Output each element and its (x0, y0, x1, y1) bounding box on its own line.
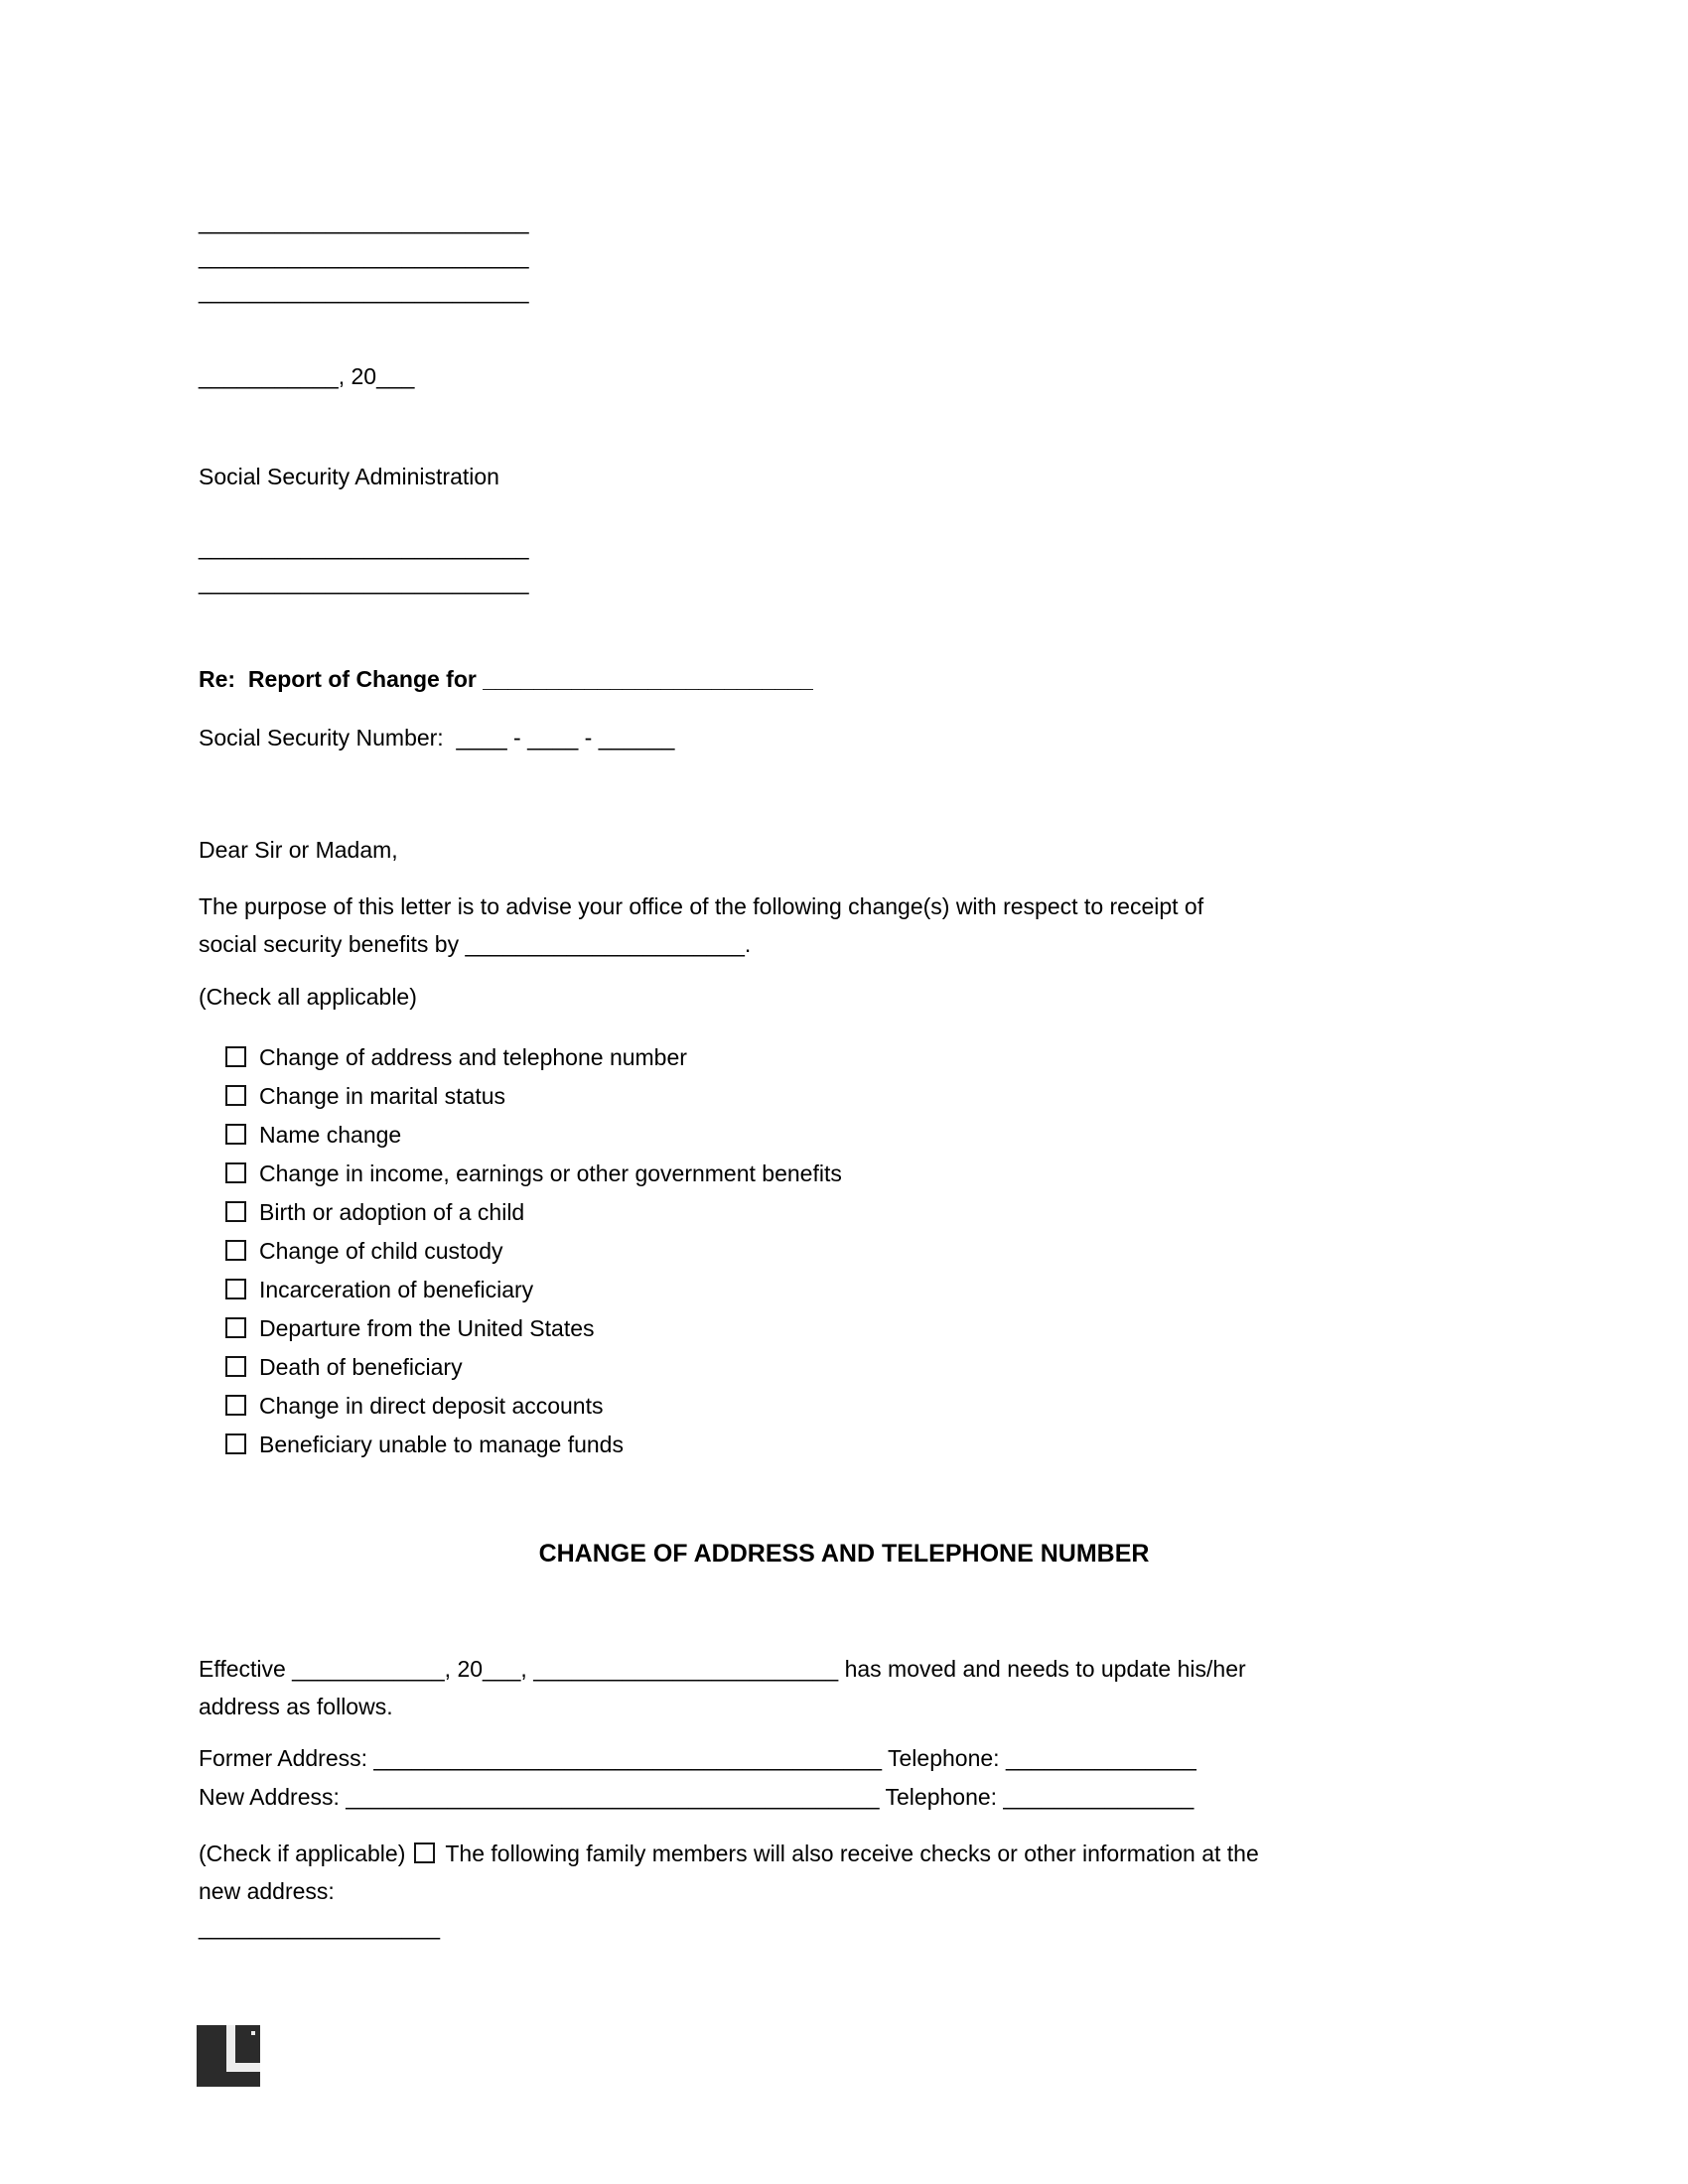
sender-address-block (199, 205, 1499, 309)
checkbox-icon[interactable] (225, 1356, 246, 1377)
checkbox-icon[interactable] (225, 1124, 246, 1145)
checklist-item-label: Change in direct deposit accounts (259, 1393, 604, 1419)
checklist-item-label: Name change (259, 1122, 402, 1148)
checklist-item (225, 1193, 1526, 1232)
checkbox-icon[interactable] (225, 1085, 246, 1106)
checklist-item-label: Birth or adoption of a child (259, 1199, 525, 1225)
checklist-item (225, 1155, 1526, 1193)
recipient-blank-line: __________________________ (199, 569, 529, 595)
checkbox-icon[interactable] (225, 1317, 246, 1338)
effective-line-2: address as follows. (199, 1694, 393, 1719)
checkbox-icon[interactable] (225, 1162, 246, 1183)
checklist-item-label: Change in marital status (259, 1083, 506, 1109)
checklist-item-label: Change in income, earnings or other government benefits (259, 1160, 842, 1186)
checklist-item-label: Departure from the United States (259, 1315, 595, 1341)
checklist-item (225, 1077, 1526, 1116)
effective-line-1: Effective ____________, 20___, ________________________ has moved and needs to update his/her (199, 1656, 1246, 1682)
date-line: ___________, 20___ (199, 363, 415, 389)
checkbox-icon[interactable] (225, 1201, 246, 1222)
checkbox-icon[interactable] (225, 1279, 246, 1299)
legal-templates-logo (197, 2025, 260, 2087)
checklist-item (225, 1232, 1526, 1271)
checkbox-icon[interactable] (225, 1240, 246, 1261)
logo-dot-icon (251, 2031, 255, 2035)
family-note-line-2: new address: (199, 1878, 335, 1904)
checklist-item-label: Beneficiary unable to manage funds (259, 1432, 624, 1457)
checklist-item-label: Change of address and telephone number (259, 1044, 687, 1070)
section-heading: CHANGE OF ADDRESS AND TELEPHONE NUMBER (538, 1540, 1150, 1568)
sender-blank-line: __________________________ (199, 208, 529, 234)
checklist-item (225, 1309, 1526, 1348)
checklist-item (225, 1387, 1526, 1426)
family-note-line-1 (199, 1835, 1499, 1872)
sender-blank-line: __________________________ (199, 243, 529, 269)
effective-paragraph (199, 1650, 1499, 1725)
new-address-line: New Address: __________________________________________ Telephone: _______________ (199, 1784, 1195, 1810)
recipient-blank-line: __________________________ (199, 534, 529, 560)
change-checklist (225, 1038, 1526, 1464)
checklist-item (225, 1116, 1526, 1155)
checklist-item (225, 1426, 1526, 1464)
former-address-line: Former Address: ________________________________________ Telephone: _______________ (199, 1745, 1196, 1771)
checklist-item-label: Incarceration of beneficiary (259, 1277, 534, 1302)
checklist-item-label: Death of beneficiary (259, 1354, 463, 1380)
checkbox-icon[interactable] (225, 1395, 246, 1416)
subject-line: Re: Report of Change for __________________________ (199, 666, 813, 692)
recipient-organization: Social Security Administration (199, 464, 499, 489)
checkbox-icon[interactable] (225, 1433, 246, 1454)
purpose-line-1: The purpose of this letter is to advise your office of the following change(s) with respect to receipt of (199, 893, 1204, 919)
address-lines-block (199, 1739, 1499, 1817)
family-note-text: The following family members will also receive checks or other information at the (445, 1841, 1259, 1866)
checklist-item (225, 1348, 1526, 1387)
checklist-item-label: Change of child custody (259, 1238, 503, 1264)
purpose-line-2: social security benefits by ______________________. (199, 931, 752, 957)
checkbox-icon[interactable] (225, 1046, 246, 1067)
checklist-item (225, 1038, 1526, 1077)
recipient-address-block (199, 530, 1499, 600)
family-members-blank-line: ___________________ (199, 1914, 441, 1940)
sender-blank-line: __________________________ (199, 278, 529, 304)
checkbox-icon[interactable] (414, 1843, 435, 1863)
purpose-paragraph (199, 887, 1499, 963)
check-all-label: (Check all applicable) (199, 984, 417, 1010)
salutation: Dear Sir or Madam, (199, 837, 398, 863)
ssn-line: Social Security Number: ____ - ____ - ______ (199, 725, 675, 751)
logo-l-icon (226, 2063, 260, 2072)
family-note-paragraph (199, 1835, 1499, 1910)
check-if-applicable-label: (Check if applicable) (199, 1841, 406, 1866)
checklist-item (225, 1271, 1526, 1309)
